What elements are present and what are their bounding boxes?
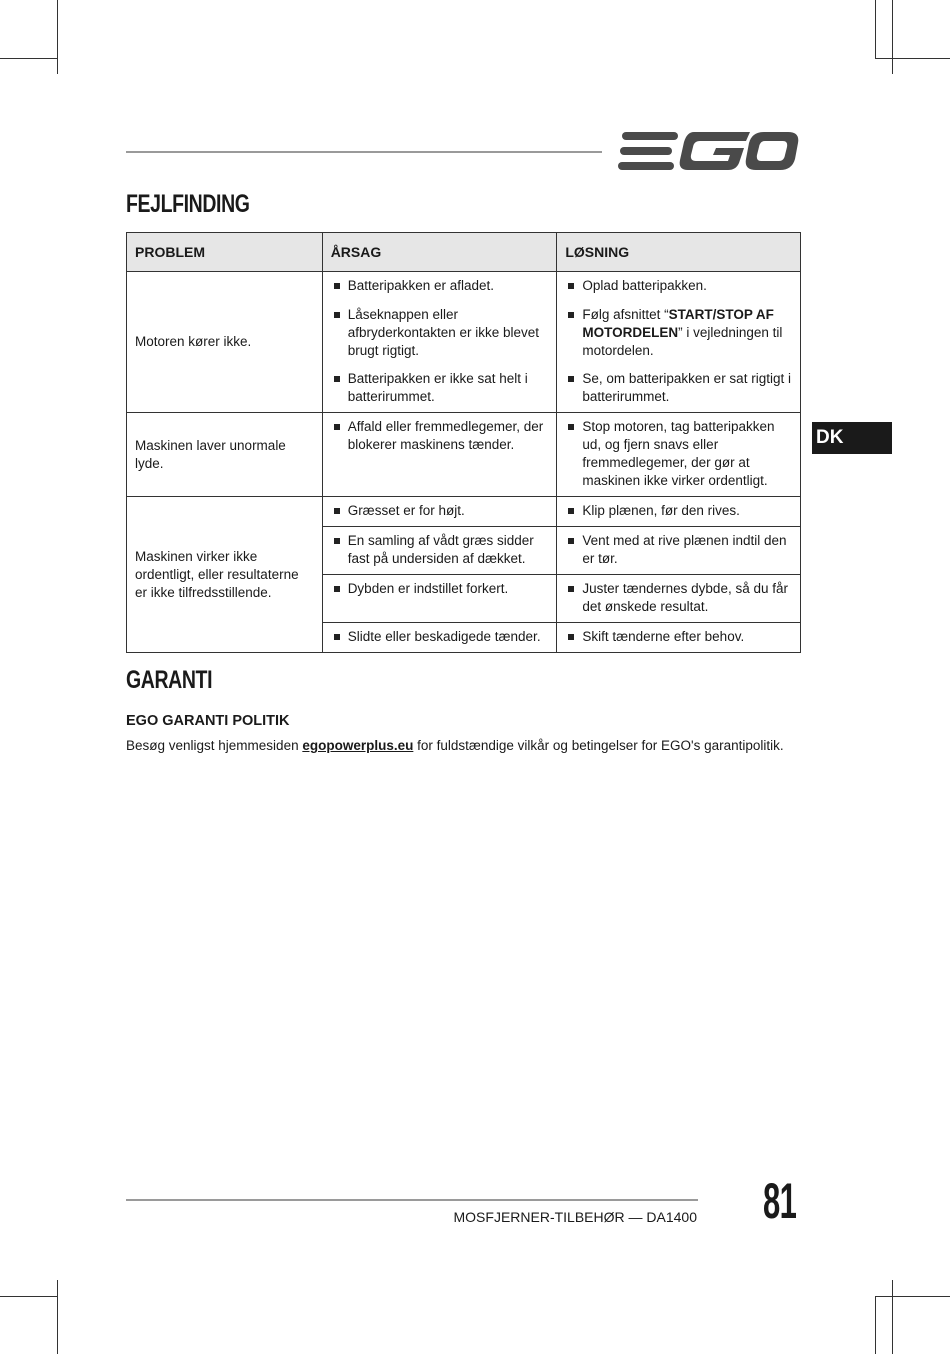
header-solution: LØSNING [557,233,801,272]
warranty-text-after: for fuldstændige vilkår og betingelser for EGO's garantipolitik. [413,738,784,753]
bullet-icon [334,312,340,318]
solution-text: Skift tænderne efter behov. [582,629,745,644]
footer-product: MOSFJERNER-TILBEHØR — DA1400 [453,1209,697,1225]
cause-text: Dybden er indstillet forkert. [347,581,509,596]
table-row [127,272,801,413]
bullet-icon [568,634,574,640]
bullet-icon [334,376,340,382]
header-rule [126,151,602,153]
bullet-icon [568,283,574,289]
ego-logo [618,130,800,172]
bullet-icon [568,376,574,382]
bullet-icon [568,508,574,514]
bullet-icon [568,312,574,318]
problem-cell: Maskinen virker ikke ordentligt, eller resultaterne er ikke tilfredsstillende. [127,497,323,653]
language-tab: DK [812,422,892,454]
list-item [331,370,549,406]
bullet-icon [334,424,340,430]
cause-text: Låseknappen eller afbryderkontakten er ikke blevet brugt rigtigt. [347,307,540,358]
cause-cell [322,575,557,623]
header-cause: ÅRSAG [322,233,557,272]
table-header-row [127,233,801,272]
cause-text: Batteripakken er ikke sat helt i batterirummet. [347,371,528,404]
solution-cell [557,497,801,527]
warranty-title: GARANTI [126,666,213,694]
crop-mark [57,0,58,74]
cause-cell [322,527,557,575]
list-item [331,277,549,295]
list-item [565,277,792,295]
crop-mark [57,1280,58,1354]
solution-cell [557,272,801,413]
list-item [565,306,792,360]
bullet-icon [568,586,574,592]
page-number: 81 [763,1173,797,1229]
cause-cell [322,623,557,653]
crop-mark [0,58,58,59]
cause-text: Affald eller fremmedlegemer, der blokerer maskinens tænder. [347,419,544,452]
list-item [331,502,549,520]
footer-rule [126,1199,698,1201]
table-row [127,497,801,527]
bullet-icon [334,283,340,289]
solution-text: Vent med at rive plænen indtil den er tør. [582,533,787,566]
cause-text: Slidte eller beskadigede tænder. [347,629,541,644]
troubleshooting-title: FEJLFINDING [126,190,250,218]
warranty-subtitle: EGO GARANTI POLITIK [126,713,290,729]
solution-text: Juster tændernes dybde, så du får det ønskede resultat. [582,581,788,614]
list-item [331,580,549,598]
cause-text: Batteripakken er afladet. [347,278,495,293]
list-item [565,418,792,490]
bullet-icon [334,508,340,514]
solution-text: Stop motoren, tag batteripakken ud, og fjern snavs eller fremmedlegemer, der gør at maskinen ikke virker ordentligt. [582,419,775,488]
list-item [331,628,549,646]
crop-mark [892,1280,893,1354]
list-item [331,306,549,360]
bullet-icon [568,424,574,430]
solution-text [582,306,792,360]
solution-cell [557,575,801,623]
table-row [127,413,801,497]
cause-text: En samling af vådt græs sidder fast på undersiden af dækket. [347,533,534,566]
problem-cell: Maskinen laver unormale lyde. [127,413,323,497]
solution-cell [557,623,801,653]
list-item [565,628,792,646]
troubleshooting-table [126,232,801,653]
logo-mark [618,132,798,170]
bullet-icon [334,538,340,544]
solution-text: Se, om batteripakken er sat rigtigt i batterirummet. [582,371,791,404]
warranty-link[interactable]: egopowerplus.eu [302,738,414,753]
problem-cell: Motoren kører ikke. [127,272,323,413]
bullet-icon [334,586,340,592]
warranty-paragraph [126,738,784,753]
cause-text: Græsset er for højt. [347,503,465,518]
cause-cell [322,272,557,413]
crop-mark [892,0,893,74]
cause-cell [322,497,557,527]
list-item [565,532,792,568]
bullet-icon [568,538,574,544]
list-item [565,580,792,616]
solution-text: Klip plænen, før den rives. [582,503,740,518]
list-item [331,418,549,454]
solution-cell [557,413,801,497]
cause-cell [322,413,557,497]
solution-text: Oplad batteripakken. [582,278,707,293]
warranty-text-before: Besøg venligst hjemmesiden [126,738,303,753]
list-item [565,502,792,520]
bullet-icon [334,634,340,640]
solution-text-part: Følg afsnittet “ [582,307,669,322]
section-reference: START/STOP AF MOTORDELEN [582,307,774,340]
solution-text-part: ” i vejledningen til motordelen. [582,325,783,358]
crop-mark [875,1296,950,1297]
list-item [565,370,792,406]
crop-mark [0,1296,58,1297]
header-problem: PROBLEM [127,233,323,272]
solution-cell [557,527,801,575]
crop-mark [875,58,950,59]
list-item [331,532,549,568]
crop-mark [875,1296,876,1354]
crop-mark [875,0,876,58]
